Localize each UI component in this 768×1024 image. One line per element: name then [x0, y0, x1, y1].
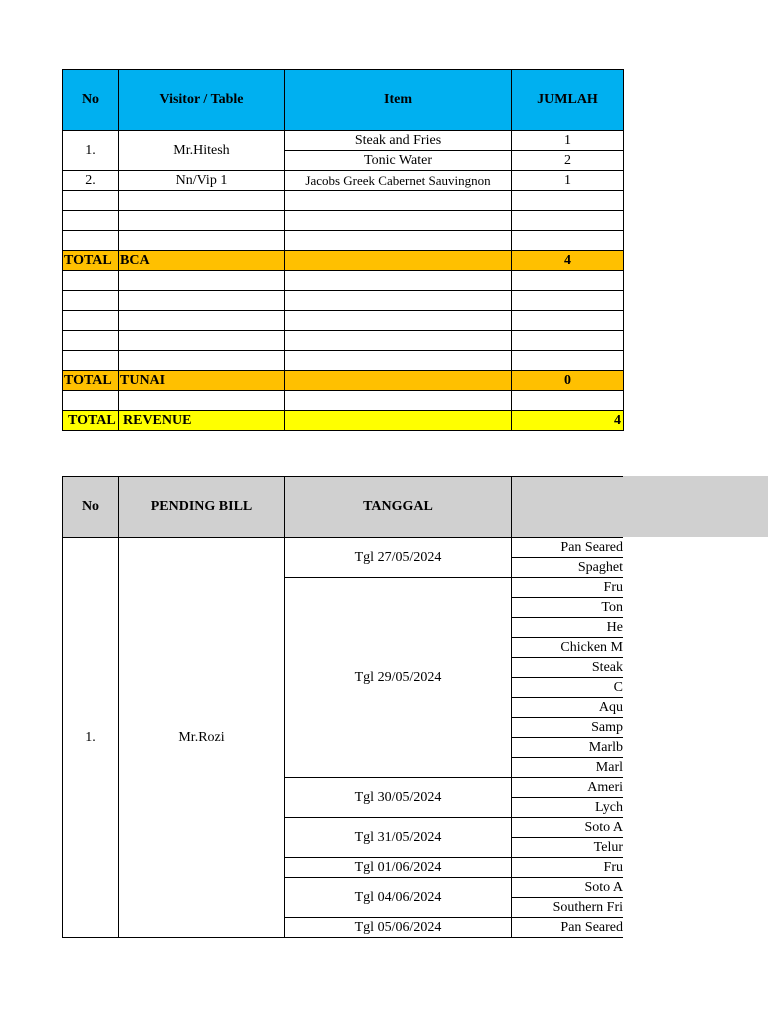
- pending-bill-clip: [62, 476, 623, 946]
- item-cell: Telur: [512, 838, 624, 858]
- item-cell: Soto A: [512, 818, 624, 838]
- row-no: 2.: [63, 171, 119, 191]
- revenue-table: [62, 69, 624, 431]
- empty-row: [63, 391, 624, 411]
- header-no: No: [63, 477, 119, 538]
- item-cell: Fru: [512, 858, 624, 878]
- total-bca-method: BCA: [119, 251, 285, 271]
- revenue-header-row: [63, 70, 624, 131]
- pending-bill-table: [62, 476, 623, 938]
- row-qty: 2: [512, 151, 624, 171]
- row-qty: 1: [512, 171, 624, 191]
- header-item-blank: [512, 477, 624, 538]
- empty-row: [63, 211, 624, 231]
- item-cell: He: [512, 618, 624, 638]
- date-cell: Tgl 05/06/2024: [285, 918, 512, 938]
- pending-no: 1.: [63, 538, 119, 938]
- empty-row: [63, 291, 624, 311]
- total-tunai-value: 0: [512, 371, 624, 391]
- table-row: [63, 131, 624, 151]
- date-cell: Tgl 27/05/2024: [285, 538, 512, 578]
- total-tunai-label: TOTAL: [63, 371, 119, 391]
- item-cell: Aqu: [512, 698, 624, 718]
- item-cell: Fru: [512, 578, 624, 598]
- row-item: Jacobs Greek Cabernet Sauvingnon: [285, 171, 512, 191]
- row-visitor: Mr.Hitesh: [119, 131, 285, 171]
- header-extension: [623, 476, 768, 537]
- row-qty: 1: [512, 131, 624, 151]
- table-row: [63, 538, 624, 558]
- total-revenue-label: TOTAL: [63, 411, 119, 431]
- item-cell: Samp: [512, 718, 624, 738]
- item-cell: Soto A: [512, 878, 624, 898]
- header-visitor: Visitor / Table: [119, 70, 285, 131]
- empty-row: [63, 191, 624, 211]
- total-bca-label: TOTAL: [63, 251, 119, 271]
- row-no: 1.: [63, 131, 119, 171]
- empty-row: [63, 351, 624, 371]
- row-item: Steak and Fries: [285, 131, 512, 151]
- empty-row: [63, 271, 624, 291]
- total-revenue-method: REVENUE: [119, 411, 285, 431]
- total-tunai-method: TUNAI: [119, 371, 285, 391]
- empty-row: [63, 231, 624, 251]
- header-no: No: [63, 70, 119, 131]
- table-row: [63, 171, 624, 191]
- total-revenue-value: 4: [512, 411, 624, 431]
- item-cell: Spaghet: [512, 558, 624, 578]
- date-cell: Tgl 01/06/2024: [285, 858, 512, 878]
- header-item: Item: [285, 70, 512, 131]
- total-bca-value: 4: [512, 251, 624, 271]
- total-revenue-row: [63, 411, 624, 431]
- item-cell: Lych: [512, 798, 624, 818]
- header-pending-bill: PENDING BILL: [119, 477, 285, 538]
- empty-row: [63, 331, 624, 351]
- row-item: Tonic Water: [285, 151, 512, 171]
- item-cell: Marlb: [512, 738, 624, 758]
- header-tanggal: TANGGAL: [285, 477, 512, 538]
- item-cell: Steak: [512, 658, 624, 678]
- empty-row: [63, 311, 624, 331]
- date-cell: Tgl 29/05/2024: [285, 578, 512, 778]
- date-cell: Tgl 04/06/2024: [285, 878, 512, 918]
- total-tunai-row: [63, 371, 624, 391]
- item-cell: Ameri: [512, 778, 624, 798]
- pending-name: Mr.Rozi: [119, 538, 285, 938]
- pending-header-row: [63, 477, 624, 538]
- item-cell: Ton: [512, 598, 624, 618]
- total-bca-row: [63, 251, 624, 271]
- date-cell: Tgl 31/05/2024: [285, 818, 512, 858]
- header-jumlah: JUMLAH: [512, 70, 624, 131]
- item-cell: Pan Seared: [512, 538, 624, 558]
- row-visitor: Nn/Vip 1: [119, 171, 285, 191]
- item-cell: C: [512, 678, 624, 698]
- item-cell: Marl: [512, 758, 624, 778]
- date-cell: Tgl 30/05/2024: [285, 778, 512, 818]
- item-cell: Southern Fri: [512, 898, 624, 918]
- item-cell: Pan Seared: [512, 918, 624, 938]
- item-cell: Chicken M: [512, 638, 624, 658]
